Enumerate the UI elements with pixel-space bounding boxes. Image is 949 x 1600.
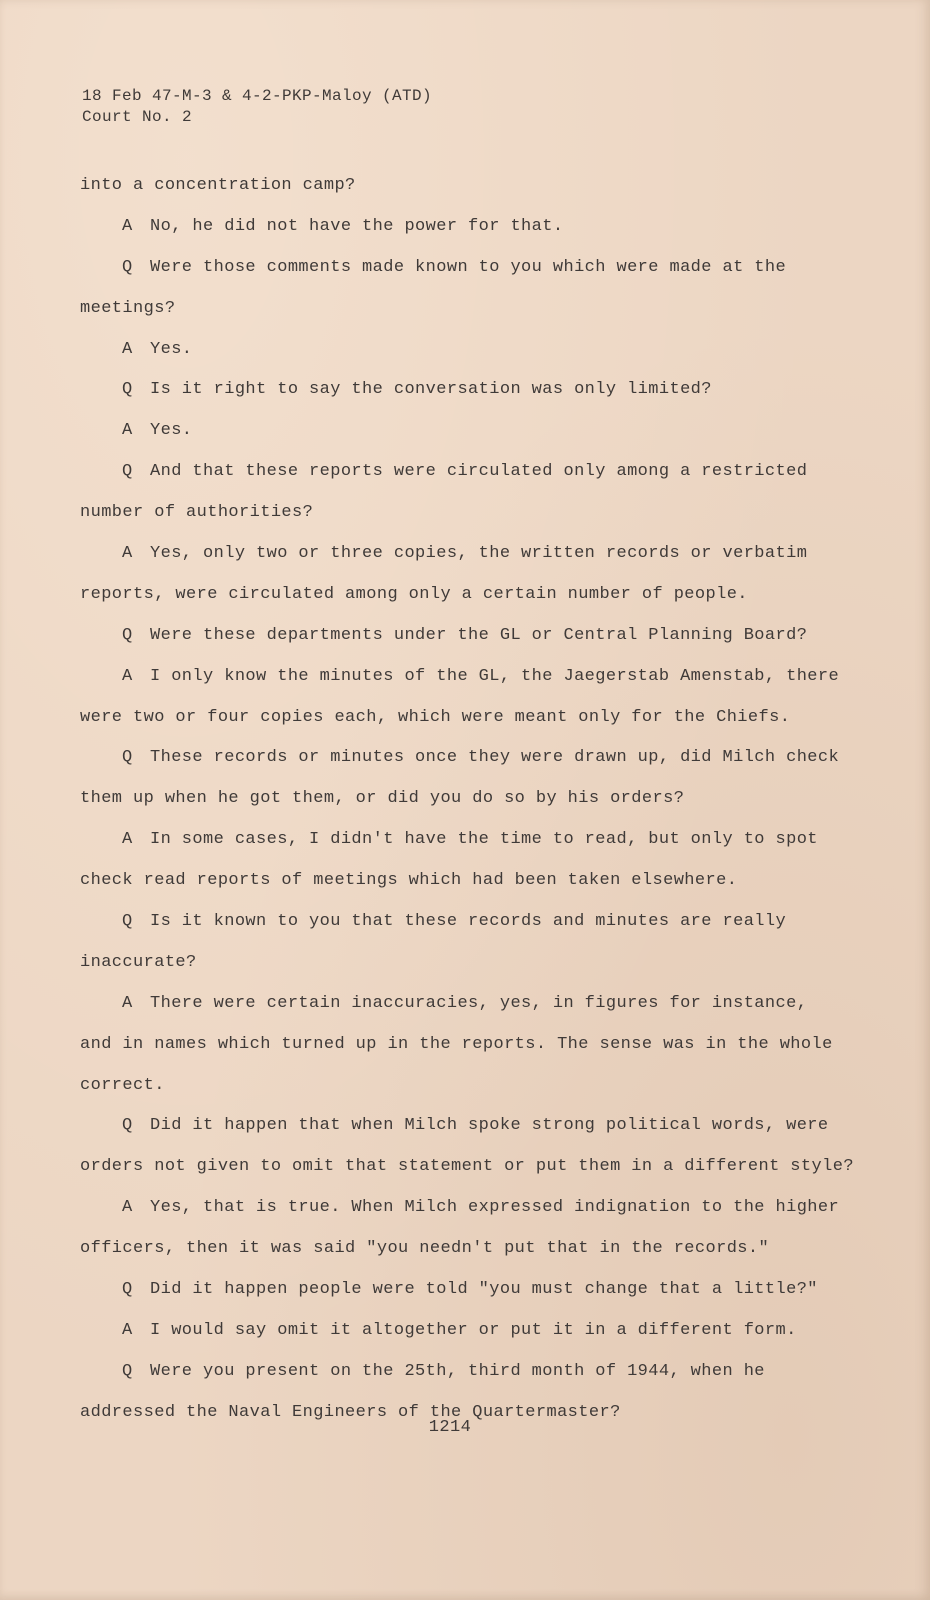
line-text: number of authorities? xyxy=(80,503,314,523)
transcript-line xyxy=(80,738,840,779)
line-text: inaccurate? xyxy=(80,952,197,972)
transcript-line xyxy=(80,616,810,657)
transcript-line xyxy=(80,698,810,739)
transcript-line xyxy=(80,820,818,861)
speaker-label: Q xyxy=(122,748,133,768)
speaker-label: Q xyxy=(122,1280,133,1300)
transcript-line xyxy=(80,1025,833,1066)
transcript-line xyxy=(80,1188,840,1229)
line-text: were two or four copies each, which were meant only for the Chiefs. xyxy=(80,707,791,727)
line-text: addressed the Naval Engineers of the Quartermaster? xyxy=(80,1402,621,1422)
speaker-label: A xyxy=(122,993,133,1013)
speaker-label: A xyxy=(122,666,133,686)
line-text: officers, then it was said "you needn't put that in the records." xyxy=(80,1239,770,1259)
transcript-line xyxy=(80,248,810,289)
transcript-line xyxy=(80,207,810,248)
line-text: No, he did not have the power for that. xyxy=(150,216,564,236)
transcript-line xyxy=(80,411,810,452)
line-text: Yes, only two or three copies, the written records or verbatim xyxy=(150,544,808,564)
line-text: There were certain inaccuracies, yes, in figures for instance, xyxy=(150,993,808,1013)
line-text: Yes. xyxy=(150,421,193,441)
speaker-label: A xyxy=(122,830,133,850)
header-case-line: 18 Feb 47-M-3 & 4-2-PKP-Maloy (ATD) xyxy=(82,87,433,105)
line-text: reports, were circulated among only a certain number of people. xyxy=(80,584,748,604)
transcript-line xyxy=(80,1147,854,1188)
line-text: Did it happen that when Milch spoke strong political words, were xyxy=(150,1116,829,1136)
line-text: into a concentration camp? xyxy=(80,176,356,195)
line-text: meetings? xyxy=(80,298,176,318)
transcript-line xyxy=(80,1229,810,1270)
transcript-line xyxy=(80,370,810,411)
line-text: And that these reports were circulated only among a restricted xyxy=(150,462,808,482)
transcript-body xyxy=(80,166,854,1434)
transcript-line xyxy=(80,534,810,575)
line-text: check read reports of meetings which had been taken elsewhere. xyxy=(80,871,738,891)
transcript-line xyxy=(80,1352,810,1393)
transcript-line xyxy=(80,1270,818,1311)
line-text: orders not given to omit that statement or put them in a different style? xyxy=(80,1157,854,1177)
transcript-line xyxy=(80,984,810,1025)
line-text: Is it right to say the conversation was only limited? xyxy=(150,380,712,400)
speaker-label: Q xyxy=(122,912,133,932)
speaker-label: A xyxy=(122,339,133,359)
transcript-line xyxy=(80,575,810,616)
transcript-line xyxy=(80,289,810,330)
transcript-line xyxy=(80,657,840,698)
line-text: These records or minutes once they were drawn up, did Milch check xyxy=(150,748,840,768)
transcript-line xyxy=(80,943,810,984)
speaker-label: Q xyxy=(122,1361,133,1381)
line-text: In some cases, I didn't have the time to read, but only to spot xyxy=(150,830,818,850)
line-text: Yes. xyxy=(150,339,193,359)
speaker-label: Q xyxy=(122,625,133,645)
scan-margin xyxy=(930,0,949,1600)
transcript-line xyxy=(80,902,810,943)
line-text: I only know the minutes of the GL, the Jaegerstab Amenstab, there xyxy=(150,666,840,686)
line-text: correct. xyxy=(80,1075,165,1095)
line-text: Did it happen people were told "you must change that a little?" xyxy=(150,1280,818,1300)
line-text: Yes, that is true. When Milch expressed indignation to the higher xyxy=(150,1198,840,1218)
speaker-label: Q xyxy=(122,380,133,400)
transcript-line xyxy=(80,330,810,371)
line-text: Were those comments made known to you which were made at the xyxy=(150,257,787,277)
speaker-label: A xyxy=(122,1198,133,1218)
speaker-label: Q xyxy=(122,462,133,482)
speaker-label: A xyxy=(122,544,133,564)
transcript-line xyxy=(80,493,810,534)
speaker-label: A xyxy=(122,1320,133,1340)
line-text: Is it known to you that these records and minutes are really xyxy=(150,912,787,932)
transcript-line xyxy=(80,452,810,493)
transcript-line xyxy=(80,861,810,902)
speaker-label: A xyxy=(122,216,133,236)
line-text: and in names which turned up in the reports. The sense was in the whole xyxy=(80,1034,833,1054)
transcript-line xyxy=(80,1106,829,1147)
line-text: Were you present on the 25th, third month of 1944, when he xyxy=(150,1361,765,1381)
line-text: them up when he got them, or did you do so by his orders? xyxy=(80,789,685,809)
line-text: I would say omit it altogether or put it in a different form. xyxy=(150,1320,797,1340)
speaker-label: Q xyxy=(122,1116,133,1136)
transcript-line xyxy=(80,1311,810,1352)
document-header xyxy=(82,86,432,128)
transcript-line xyxy=(80,1066,810,1107)
line-text: Were these departments under the GL or Central Planning Board? xyxy=(150,625,808,645)
header-court-line: Court No. 2 xyxy=(82,108,193,126)
transcript-line xyxy=(80,779,810,820)
page-number: 1214 xyxy=(428,1418,472,1437)
speaker-label: A xyxy=(122,421,133,441)
speaker-label: Q xyxy=(122,257,133,277)
transcript-line xyxy=(80,166,810,207)
